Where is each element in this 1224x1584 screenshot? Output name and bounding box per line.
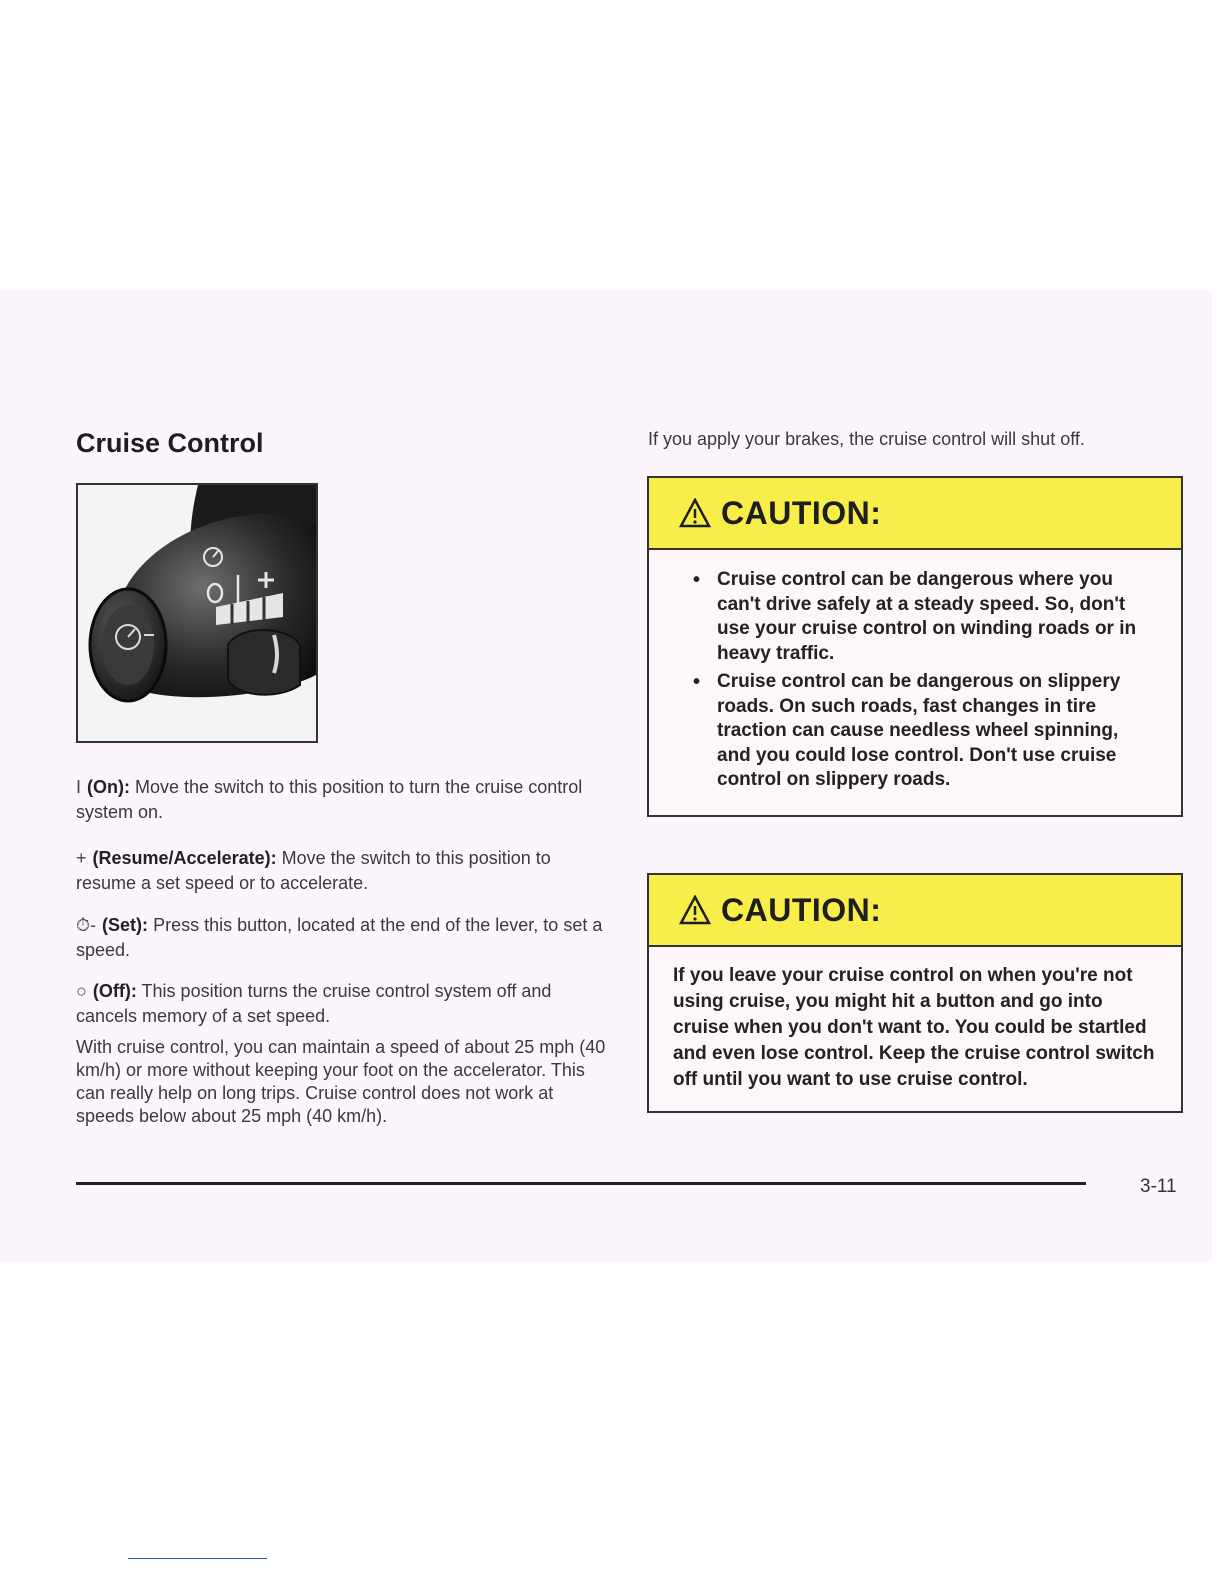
on-label: (On):: [87, 777, 130, 797]
off-text: This position turns the cruise control system off and cancels memory of a set speed.: [76, 981, 552, 1026]
off-symbol: ○: [76, 981, 87, 1001]
cruise-body-paragraph: With cruise control, you can maintain a speed of about 25 mph (40 km/h) or more without keeping your foot on the accelerator. This can really help on long trips. Cruise control does not work at speeds below about 25 mph (40 km/h).: [76, 1037, 606, 1126]
caution-box-1: [647, 476, 1183, 817]
resume-description: [76, 846, 606, 896]
caution-list-1: [649, 550, 1181, 815]
manual-page: [0, 290, 1212, 1262]
cruise-lever-photo: [76, 483, 318, 743]
caution-header-2: [649, 875, 1181, 947]
resume-symbol: +: [76, 848, 87, 868]
on-description: [76, 775, 606, 825]
warning-triangle-icon: [679, 498, 711, 528]
caution-box-2: [647, 873, 1183, 1113]
on-text: Move the switch to this position to turn the cruise control system on.: [76, 777, 583, 822]
caution-heading-1: CAUTION:: [721, 494, 882, 531]
caution-text-2: If you leave your cruise control on when you're not using cruise, you might hit a button and go into cruise when you don't want to. You could be startled and even lose control. Keep the cruise control switch off until you want to use cruise control.: [673, 965, 1155, 1090]
bottom-link-underline: [128, 1558, 267, 1559]
set-text: Press this button, located at the end of the lever, to set a speed.: [76, 915, 603, 960]
caution-bullet: • Cruise control can be dangerous on slippery roads. On such roads, fast changes in tire traction can cause needless wheel spinning, and you could lose control. Don't use cruise control on slippery roads.: [717, 670, 1151, 793]
caution-header-1: [649, 478, 1181, 550]
on-symbol: I: [76, 777, 82, 797]
section-title: Cruise Control: [76, 428, 264, 458]
off-label: (Off):: [92, 981, 137, 1001]
warning-triangle-icon: [679, 895, 711, 925]
resume-label: (Resume/Accelerate):: [92, 848, 277, 868]
brakes-intro: If you apply your brakes, the cruise control will shut off.: [648, 429, 1085, 449]
caution-bullet: • Cruise control can be dangerous where you can't drive safely at a steady speed. So, don't use your cruise control on winding roads or in heavy traffic.: [717, 568, 1151, 666]
set-label: (Set):: [102, 915, 149, 935]
set-symbol: ⏱-: [76, 915, 97, 935]
footer-rule: [76, 1182, 1086, 1185]
cruise-lever-illustration: [78, 485, 316, 741]
resume-text: Move the switch to this position to resume a set speed or to accelerate.: [76, 848, 551, 893]
page-number: 3-11: [1140, 1176, 1177, 1197]
caution-heading-2: CAUTION:: [721, 891, 882, 928]
off-description: [76, 979, 606, 1029]
set-description: [76, 913, 606, 963]
